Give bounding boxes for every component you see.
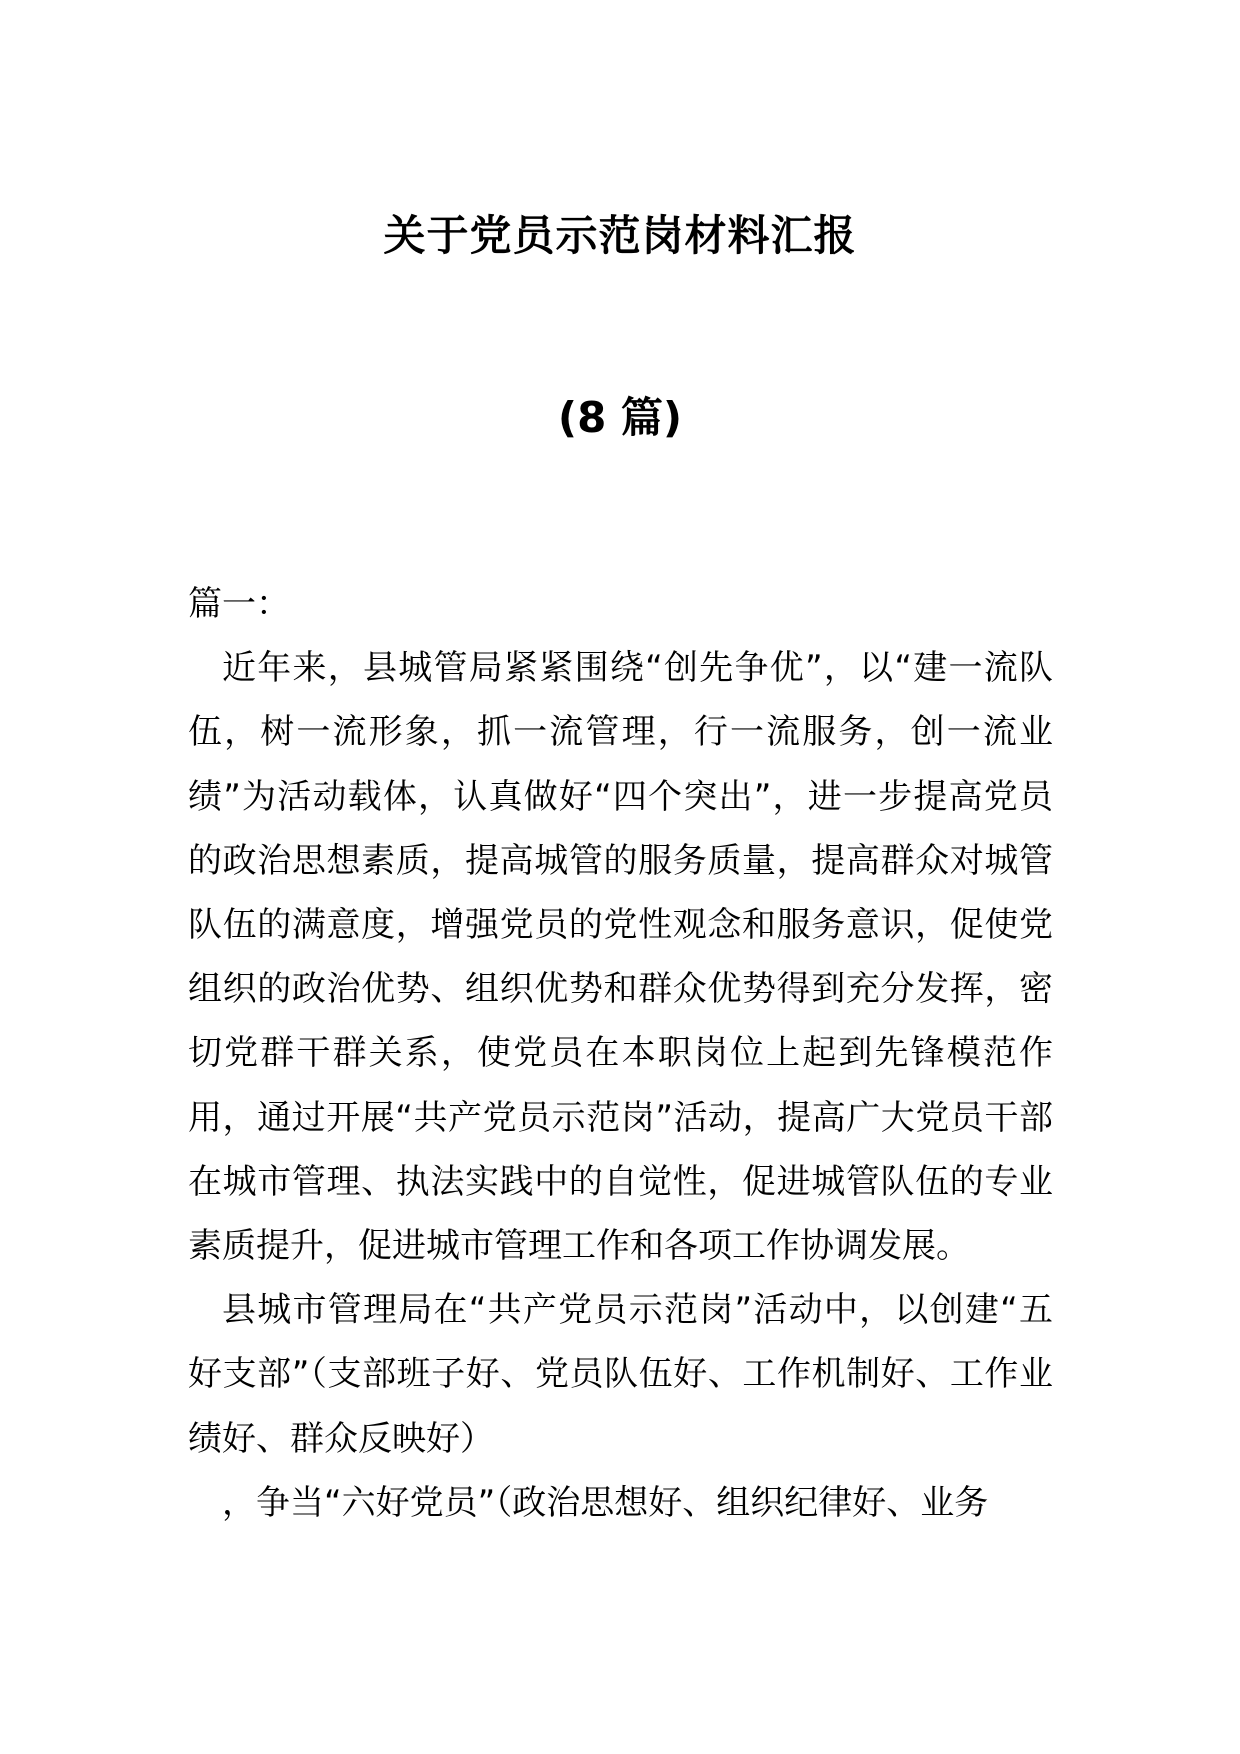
- document-title: 关于党员示范岗材料汇报: [383, 211, 857, 260]
- document-body: [188, 572, 1053, 1535]
- body-paragraph-3: ，争当“六好党员”（政治思想好、组织纪律好、业务: [222, 1482, 989, 1523]
- section-heading: 篇一：: [188, 584, 290, 624]
- document-subtitle: (8 篇): [557, 393, 683, 442]
- body-paragraph-1: 近年来，县城管局紧紧围绕“创先争优”，以“建一流队伍，树一流形象，抓一流管理，行一流服务，创一流业绩”为活动载体，认真做好“四个突出”，进一步提高党员的政治思想素质，提高城管的服务质量，提高群众对城管队伍的满意度，增强党员的党性观念和服务意识，促使党组织的政治优势、组织优势和群众优势得到充分发挥，密切党群干群关系，使党员在本职岗位上起到先锋模范作用，通过开展“共产党员示范岗”活动，提高广大党员干部在城市管理、执法实践中的自觉性，促进城管队伍的专业素质提升，促进城市管理工作和各项工作协调发展。: [188, 648, 1053, 1267]
- body-paragraph-2: 县城市管理局在“共产党员示范岗”活动中，以创建“五好支部”（支部班子好、党员队伍好、工作机制好、工作业绩好、群众反映好）: [188, 1290, 1053, 1459]
